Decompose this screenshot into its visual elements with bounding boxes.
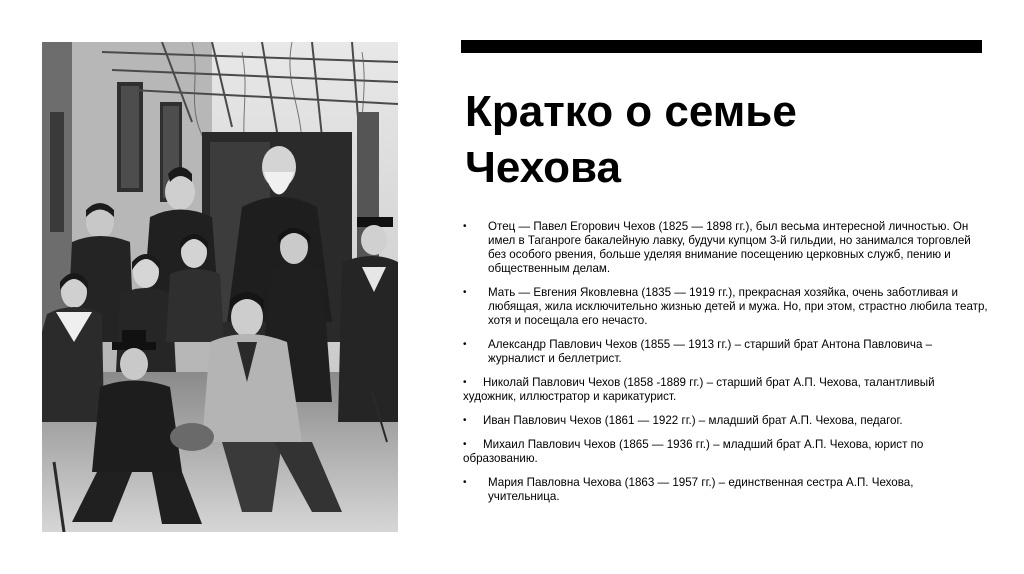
family-photo-image	[42, 42, 398, 532]
bullet-marker: •	[463, 339, 467, 350]
bullet-list	[463, 220, 988, 504]
list-item	[463, 438, 988, 466]
accent-bar	[461, 40, 982, 53]
list-item	[463, 220, 988, 276]
list-item-text: Мать — Евгения Яковлевна (1835 — 1919 гг.), прекрасная хозяйка, очень заботливая и любящая, жила исключительно жизнью детей и мужа. Но, при этом, страстно любила театр, хотя и посещала его нечасто.	[488, 286, 988, 327]
list-item-text: Александр Павлович Чехов (1855 — 1913 гг.) – старший брат Антона Павловича – журналист и беллетрист.	[488, 338, 933, 365]
list-item	[463, 338, 988, 366]
bullet-marker: •	[463, 477, 467, 488]
list-item-text: Отец — Павел Егорович Чехов (1825 — 1898 гг.), был весьма интересной личностью. Он имел в Таганроге бакалейную лавку, будучи купцом 3-й гильдии, но занимался торговлей без особого рвения, больше уделяя внимание посещению церковных служб, пению и общественным делам.	[488, 220, 971, 275]
bullet-marker: •	[463, 221, 467, 232]
list-item	[463, 476, 988, 504]
list-item	[463, 286, 988, 328]
bullet-marker: •	[463, 377, 467, 388]
list-item-text: Михаил Павлович Чехов (1865 — 1936 гг.) – младший брат А.П. Чехова, юрист по образованию.	[463, 438, 924, 465]
bullet-marker: •	[463, 415, 467, 426]
bullet-marker: •	[463, 287, 467, 298]
list-item	[463, 414, 988, 428]
bullet-marker: •	[463, 439, 467, 450]
list-item-text: Николай Павлович Чехов (1858 -1889 гг.) – старший брат А.П. Чехова, талантливый художник, иллюстратор и карикатурист.	[463, 376, 935, 403]
list-item-text: Мария Павловна Чехова (1863 — 1957 гг.) – единственная сестра А.П. Чехова, учительница.	[488, 476, 914, 503]
family-photo	[42, 42, 398, 532]
list-item	[463, 376, 988, 404]
list-item-text: Иван Павлович Чехов (1861 — 1922 гг.) – младший брат А.П. Чехова, педагог.	[483, 414, 903, 427]
slide-title: Кратко о семье Чехова	[465, 87, 797, 192]
